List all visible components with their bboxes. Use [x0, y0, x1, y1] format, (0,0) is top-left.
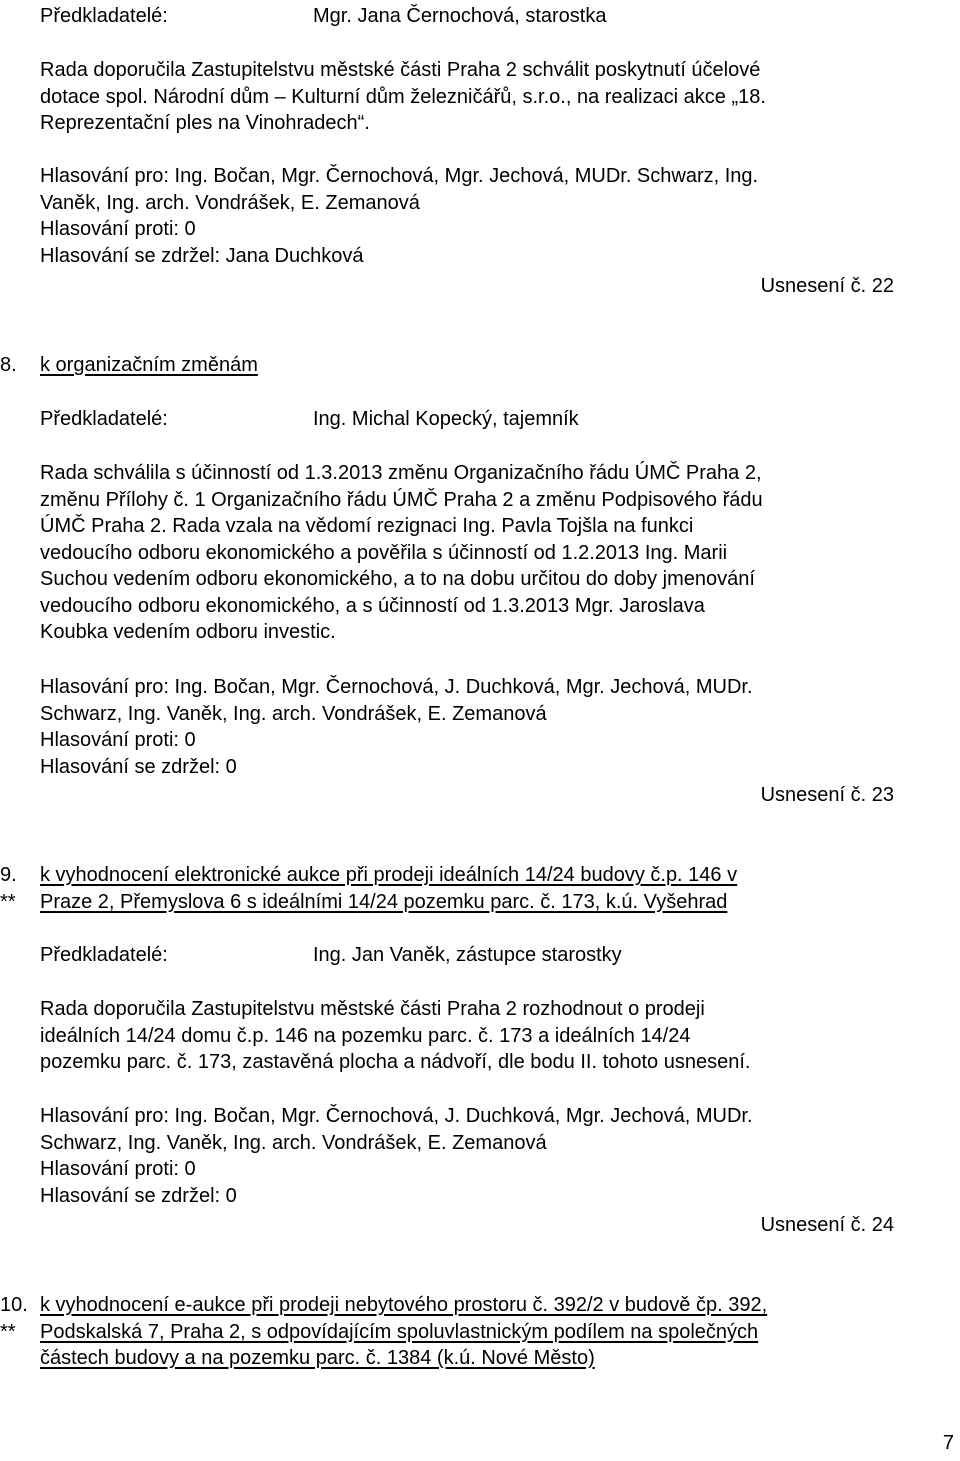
presenter-label: Předkladatelé:	[40, 5, 168, 27]
item-marker: **	[0, 1321, 16, 1343]
item-marker: **	[0, 891, 16, 913]
text-line: Koubka vedením odboru investic.	[40, 621, 336, 643]
text-line: vedoucího odboru ekonomického a pověřila s účinností od 1.2.2013 Ing. Marii	[40, 541, 728, 564]
resolution-text	[40, 460, 920, 646]
text-line: Rada doporučila Zastupitelstvu městské části Praha 2 rozhodnout o prodeji	[40, 998, 705, 1020]
vote-line: Hlasování pro: Ing. Bočan, Mgr. Černochová, J. Duchková, Mgr. Jechová, MUDr.	[40, 676, 753, 698]
presenter-name: Mgr. Jana Černochová, starostka	[313, 5, 607, 27]
item-number: 9.	[0, 864, 17, 886]
text-line: Rada schválila s účinností od 1.3.2013 změnu Organizačního řádu ÚMČ Praha 2,	[40, 462, 762, 484]
vote-block	[40, 674, 920, 780]
vote-line: Schwarz, Ing. Vaněk, Ing. arch. Vondrášek, E. Zemanová	[40, 1131, 547, 1154]
item-title	[40, 862, 737, 915]
vote-block	[40, 163, 920, 269]
text-line: vedoucího odboru ekonomického, a s účinností od 1.3.2013 Mgr. Jaroslava	[40, 594, 705, 617]
presenter-name: Ing. Michal Kopecký, tajemník	[313, 408, 579, 430]
presenter-row	[40, 3, 606, 30]
text-line: Reprezentační ples na Vinohradech“.	[40, 112, 370, 134]
vote-line: Hlasování proti: 0	[40, 729, 196, 751]
item-number: 8.	[0, 354, 17, 376]
text-line: dotace spol. Národní dům – Kulturní dům železničářů, s.r.o., na realizaci akce „18.	[40, 85, 766, 108]
text-line: pozemku parc. č. 173, zastavěná plocha a nádvoří, dle bodu II. tohoto usnesení.	[40, 1051, 751, 1073]
vote-line: Hlasování se zdržel: Jana Duchková	[40, 244, 364, 267]
resolution-number: Usnesení č. 22	[760, 275, 894, 297]
vote-line: Schwarz, Ing. Vaněk, Ing. arch. Vondrášek, E. Zemanová	[40, 702, 547, 725]
text-line: ÚMČ Praha 2. Rada vzala na vědomí rezignaci Ing. Pavla Tojšla na funkci	[40, 515, 694, 537]
item-title	[40, 1292, 767, 1372]
presenter-row	[40, 406, 579, 433]
presenter-label: Předkladatelé:	[40, 408, 168, 430]
vote-line: Hlasování pro: Ing. Bočan, Mgr. Černochová, Mgr. Jechová, MUDr. Schwarz, Ing.	[40, 165, 759, 187]
title-line: k organizačním změnám	[40, 354, 258, 376]
vote-line: Vaněk, Ing. arch. Vondrášek, E. Zemanová	[40, 191, 420, 214]
title-line: k vyhodnocení e-aukce při prodeji nebytového prostoru č. 392/2 v budově čp. 392,	[40, 1294, 768, 1316]
title-line: částech budovy a na pozemku parc. č. 1384 (k.ú. Nové Město)	[40, 1347, 595, 1369]
text-line: Suchou vedením odboru ekonomického, a to na dobu určitou do doby jmenování	[40, 568, 755, 590]
page-number: 7	[942, 1432, 954, 1454]
vote-line: Hlasování se zdržel: 0	[40, 1184, 237, 1207]
vote-line: Hlasování proti: 0	[40, 1158, 196, 1180]
resolution-text	[40, 996, 920, 1076]
resolution-number: Usnesení č. 24	[760, 1214, 894, 1236]
vote-block	[40, 1103, 920, 1209]
title-line: Podskalská 7, Praha 2, s odpovídajícím spoluvlastnickým podílem na společných	[40, 1320, 759, 1343]
vote-line: Hlasování proti: 0	[40, 218, 196, 240]
resolution-text	[40, 57, 920, 137]
text-line: ideálních 14/24 domu č.p. 146 na pozemku parc. č. 173 a ideálních 14/24	[40, 1024, 691, 1047]
item-title	[40, 352, 258, 379]
resolution-number: Usnesení č. 23	[760, 784, 894, 806]
vote-line: Hlasování se zdržel: 0	[40, 755, 237, 778]
presenter-name: Ing. Jan Vaněk, zástupce starostky	[313, 944, 622, 966]
item-number: 10.	[0, 1294, 28, 1316]
vote-line: Hlasování pro: Ing. Bočan, Mgr. Černochová, J. Duchková, Mgr. Jechová, MUDr.	[40, 1105, 753, 1127]
presenter-row	[40, 942, 622, 969]
text-line: změnu Přílohy č. 1 Organizačního řádu ÚMČ Praha 2 a změnu Podpisového řádu	[40, 488, 763, 511]
title-line: Praze 2, Přemyslova 6 s ideálními 14/24 pozemku parc. č. 173, k.ú. Vyšehrad	[40, 890, 728, 913]
title-line: k vyhodnocení elektronické aukce při prodeji ideálních 14/24 budovy č.p. 146 v	[40, 864, 738, 886]
presenter-label: Předkladatelé:	[40, 944, 168, 966]
text-line: Rada doporučila Zastupitelstvu městské části Praha 2 schválit poskytnutí účelové	[40, 59, 761, 81]
